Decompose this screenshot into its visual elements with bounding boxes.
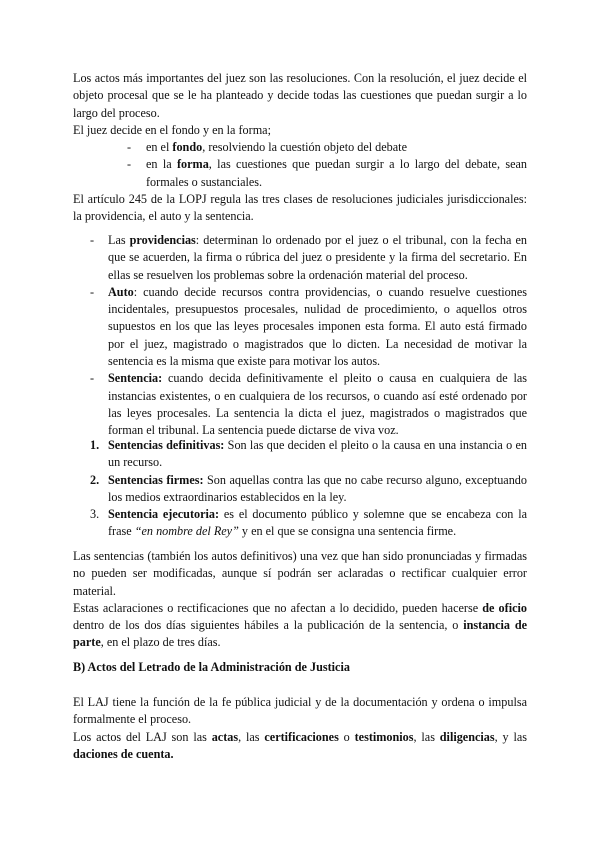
dash-bullet: -: [90, 233, 95, 247]
section-b-heading-wrap: [73, 659, 527, 676]
item-number: 2.: [90, 472, 100, 487]
list-item: - en el fondo, resolviendo la cuestión objeto del debate: [127, 139, 527, 156]
term-auto: Auto: [108, 284, 134, 299]
term-definitivas: Sentencias definitivas:: [108, 438, 225, 452]
term-diligencias: diligencias: [439, 729, 495, 744]
term-certificaciones: certificaciones: [264, 729, 339, 744]
term-testimonios: testimonios: [354, 729, 414, 744]
list-item-sentencia: - Sentencia: cuando decida definitivamente el pleito o causa en cualquiera de las instancias existentes, o en cualquiera de los recursos, o cuando así esté ordenado por las leyes procesales. La sentencia la dicta el juez, magistrados o magistrados que forman el tribunal. La sentencia puede dictarse de viva voz.: [90, 371, 527, 438]
term-providencias: providencias: [129, 233, 196, 247]
term-forma: forma: [176, 157, 209, 172]
laj-acts-paragraph: Los actos del LAJ son las actas, las certificaciones o testimonios, las diligencias, y las daciones de cuenta.: [73, 729, 527, 761]
list-item-definitivas: 1. Sentencias definitivas: Son las que deciden el pleito o la causa en una instancia o en un recurso.: [90, 438, 528, 470]
fondo-forma-list: [127, 139, 527, 191]
item-number: 1.: [90, 438, 100, 452]
term-fondo: fondo: [172, 140, 203, 155]
lopj-paragraph: El artículo 245 de la LOPJ regula las tres clases de resoluciones judiciales jurisdiccionales: la providencia, el auto y la sentencia.: [73, 192, 527, 224]
aclaraciones-paragraph: Estas aclaraciones o rectificaciones que no afectan a lo decidido, pueden hacerse de oficio dentro de los dos días siguientes hábiles a la publicación de la sentencia, o instancia de parte, en el plazo de tres días.: [73, 600, 528, 650]
term-actas: actas: [211, 729, 239, 744]
sentencias-paragraph: Las sentencias (también los autos definitivos) una vez que han sido pronunciadas y firmadas no pueden ser modificadas, aunque sí podrán ser aclaradas o rectificar cualquier error material.: [73, 549, 527, 598]
dash-bullet: -: [127, 157, 132, 172]
list-item-providencias: - Las providencias: determinan lo ordenado por el juez o el tribunal, con la fecha en que se acuerden, la firma o rúbrica del juez o presidente y la firma del secretario. En ellas se resuelven los problemas sobre la ordenación material del proceso.: [90, 233, 527, 282]
laj-paragraph: El LAJ tiene la función de la fe pública judicial y de la documentación y ordena o impulsa formalmente el proceso.: [73, 695, 527, 727]
list-item-ejecutoria: 3. Sentencia ejecutoria: es el documento público y solemne que se encabeza con la frase “en nombre del Rey” y en el que se consigna una sentencia firme.: [90, 507, 527, 539]
term-de-oficio: de oficio: [482, 600, 527, 615]
intro-section: [73, 70, 527, 226]
resolution-types-list: [73, 232, 527, 440]
term-ejecutoria: Sentencia ejecutoria:: [108, 507, 220, 522]
term-sentencia: Sentencia:: [108, 371, 163, 386]
quote-en-nombre-del-rey: “en nombre del Rey”: [134, 524, 239, 539]
term-firmes: Sentencias firmes:: [108, 472, 204, 487]
fondo-forma-lead: El juez decide en el fondo y en la forma;: [73, 122, 271, 137]
list-item-auto: - Auto: cuando decide recursos contra providencias, o cuando resuelve cuestiones incidentales, presupuestos procesales, nulidad de procedimiento, o aquellos otros supuestos en los que las leyes procesales imponen esta forma. El auto está firmado por el juez, magistrado o magistrados que lo dicten. La necesidad de motivar la sentencia es la misma que existe para motivar los autos.: [90, 284, 527, 369]
sentencias-list: [73, 437, 527, 541]
intro-paragraph: Los actos más importantes del juez son las resoluciones. Con la resolución, el juez decide el objeto procesal que se le ha planteado y decide todas las cuestiones que puedan surgir a lo largo del proceso.: [73, 71, 527, 120]
aclaraciones-section: [73, 548, 527, 652]
item-number: 3.: [90, 507, 100, 522]
list-item: - en la forma, las cuestiones que puedan surgir a lo largo del debate, sean formales o sustanciales.: [127, 157, 527, 189]
dash-bullet: -: [127, 140, 132, 155]
dash-bullet: -: [90, 371, 95, 386]
sentencias-section: [73, 437, 527, 541]
term-instancia-de-parte: instancia de parte: [73, 618, 528, 650]
section-b-body: [73, 694, 527, 763]
term-daciones-de-cuenta: daciones de cuenta.: [73, 746, 174, 761]
dash-bullet: -: [90, 284, 95, 299]
section-heading: B) Actos del Letrado de la Administración de Justicia: [73, 660, 350, 674]
resolution-types-section: [73, 232, 527, 440]
list-item-firmes: 2. Sentencias firmes: Son aquellas contra las que no cabe recurso alguno, exceptuando los medios extraordinarios establecidos en la ley.: [90, 472, 527, 504]
